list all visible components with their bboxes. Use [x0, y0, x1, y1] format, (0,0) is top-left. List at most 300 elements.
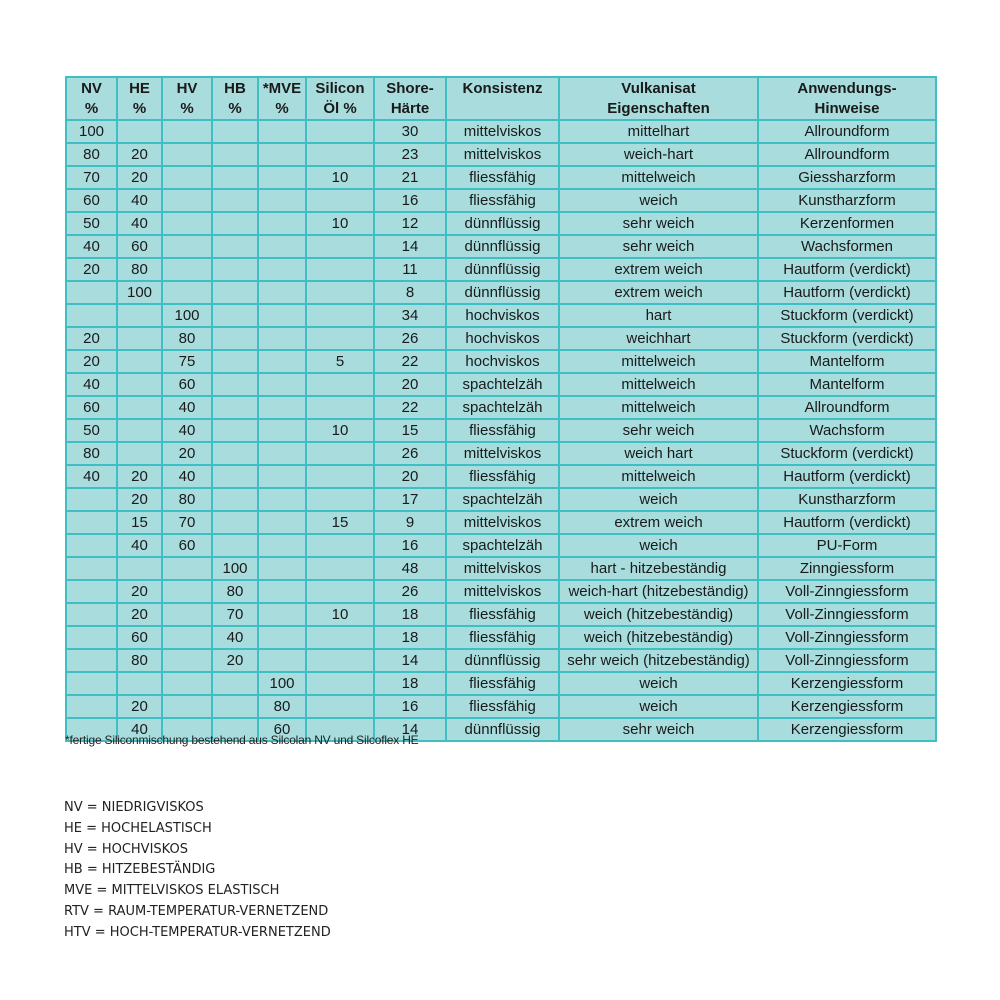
column-header-line: % — [132, 100, 147, 117]
cell-silicon-oil — [306, 373, 374, 396]
cell-application-notes: Hautform (verdickt) — [758, 511, 936, 534]
cell-nv: 50 — [66, 212, 117, 235]
cell-nv — [66, 281, 117, 304]
cell-application-notes: Giessharzform — [758, 166, 936, 189]
cell-mve — [258, 350, 306, 373]
cell-vulcanizate-properties: weich hart — [559, 442, 758, 465]
cell-nv: 20 — [66, 350, 117, 373]
cell-mve — [258, 580, 306, 603]
cell-hb — [212, 534, 258, 557]
cell-silicon-oil — [306, 557, 374, 580]
cell-vulcanizate-properties: weich (hitzebeständig) — [559, 603, 758, 626]
cell-nv: 100 — [66, 120, 117, 143]
table-row — [66, 258, 936, 281]
cell-application-notes: Allroundform — [758, 396, 936, 419]
cell-nv: 80 — [66, 442, 117, 465]
cell-consistency: fliessfähig — [446, 465, 559, 488]
column-header-line: Silicon — [315, 80, 365, 97]
cell-consistency: dünnflüssig — [446, 649, 559, 672]
cell-he: 40 — [117, 718, 162, 741]
cell-consistency: mittelviskos — [446, 120, 559, 143]
cell-silicon-oil — [306, 258, 374, 281]
cell-silicon-oil: 10 — [306, 166, 374, 189]
cell-he — [117, 373, 162, 396]
cell-vulcanizate-properties: mittelweich — [559, 396, 758, 419]
cell-nv — [66, 695, 117, 718]
cell-hv: 75 — [162, 350, 212, 373]
cell-vulcanizate-properties: sehr weich — [559, 419, 758, 442]
column-header-line: NV — [81, 80, 102, 97]
column-header-hv — [162, 77, 212, 120]
column-header-vulcanizate-properties — [559, 77, 758, 120]
table-row — [66, 189, 936, 212]
legend-item: MVE = MITTELVISKOS ELASTISCH — [64, 883, 280, 899]
cell-vulcanizate-properties: weich (hitzebeständig) — [559, 626, 758, 649]
cell-hv: 20 — [162, 442, 212, 465]
cell-application-notes: Kerzenformen — [758, 212, 936, 235]
cell-nv: 80 — [66, 143, 117, 166]
cell-consistency: mittelviskos — [446, 442, 559, 465]
cell-shore-hardness: 16 — [374, 189, 446, 212]
cell-consistency: fliessfähig — [446, 419, 559, 442]
cell-he: 40 — [117, 212, 162, 235]
cell-shore-hardness: 16 — [374, 695, 446, 718]
column-header-he — [117, 77, 162, 120]
cell-silicon-oil — [306, 120, 374, 143]
cell-vulcanizate-properties: weich-hart — [559, 143, 758, 166]
table-row — [66, 557, 936, 580]
column-header-consistency — [446, 77, 559, 120]
cell-shore-hardness: 11 — [374, 258, 446, 281]
table-row — [66, 695, 936, 718]
cell-consistency: fliessfähig — [446, 626, 559, 649]
cell-nv: 40 — [66, 235, 117, 258]
cell-application-notes: PU-Form — [758, 534, 936, 557]
cell-silicon-oil — [306, 235, 374, 258]
cell-nv: 60 — [66, 189, 117, 212]
cell-vulcanizate-properties: weich — [559, 488, 758, 511]
cell-hv — [162, 143, 212, 166]
cell-hv — [162, 649, 212, 672]
cell-nv: 20 — [66, 258, 117, 281]
table-row — [66, 626, 936, 649]
cell-silicon-oil — [306, 465, 374, 488]
cell-shore-hardness: 17 — [374, 488, 446, 511]
cell-hv — [162, 672, 212, 695]
cell-silicon-oil — [306, 327, 374, 350]
cell-hb — [212, 212, 258, 235]
cell-nv — [66, 488, 117, 511]
cell-silicon-oil — [306, 626, 374, 649]
cell-mve: 80 — [258, 695, 306, 718]
cell-hb — [212, 120, 258, 143]
cell-hv: 40 — [162, 465, 212, 488]
cell-he: 20 — [117, 143, 162, 166]
cell-mve — [258, 442, 306, 465]
cell-hb — [212, 235, 258, 258]
column-header-line: Konsistenz — [462, 80, 543, 97]
cell-hb: 80 — [212, 580, 258, 603]
cell-hv — [162, 189, 212, 212]
cell-hv: 80 — [162, 488, 212, 511]
cell-silicon-oil: 10 — [306, 603, 374, 626]
table-row — [66, 465, 936, 488]
cell-he: 20 — [117, 695, 162, 718]
cell-he — [117, 304, 162, 327]
cell-he — [117, 672, 162, 695]
cell-hv — [162, 212, 212, 235]
cell-vulcanizate-properties: mittelweich — [559, 350, 758, 373]
cell-vulcanizate-properties: weichhart — [559, 327, 758, 350]
cell-mve — [258, 120, 306, 143]
cell-shore-hardness: 48 — [374, 557, 446, 580]
cell-mve — [258, 304, 306, 327]
cell-vulcanizate-properties: mittelweich — [559, 465, 758, 488]
cell-silicon-oil — [306, 304, 374, 327]
cell-application-notes: Stuckform (verdickt) — [758, 442, 936, 465]
cell-shore-hardness: 14 — [374, 235, 446, 258]
cell-hb — [212, 143, 258, 166]
table-row — [66, 327, 936, 350]
cell-he: 20 — [117, 580, 162, 603]
cell-silicon-oil — [306, 281, 374, 304]
cell-hv — [162, 557, 212, 580]
cell-shore-hardness: 30 — [374, 120, 446, 143]
cell-mve — [258, 235, 306, 258]
cell-hv — [162, 166, 212, 189]
cell-hb — [212, 350, 258, 373]
cell-silicon-oil: 10 — [306, 419, 374, 442]
cell-shore-hardness: 26 — [374, 442, 446, 465]
legend-item: HTV = HOCH-TEMPERATUR-VERNETZEND — [64, 924, 331, 940]
cell-mve — [258, 327, 306, 350]
legend-item: NV = NIEDRIGVISKOS — [64, 800, 204, 815]
column-header-line: Shore- — [386, 80, 434, 97]
cell-consistency: mittelviskos — [446, 580, 559, 603]
cell-consistency: dünnflüssig — [446, 281, 559, 304]
table-row — [66, 511, 936, 534]
cell-application-notes: Kunstharzform — [758, 488, 936, 511]
cell-vulcanizate-properties: sehr weich — [559, 212, 758, 235]
cell-hb — [212, 281, 258, 304]
cell-nv — [66, 672, 117, 695]
footnote: *fertige Siliconmischung bestehend aus Silcolan NV und Silcoflex HE — [65, 733, 419, 747]
cell-hb — [212, 304, 258, 327]
cell-vulcanizate-properties: weich — [559, 672, 758, 695]
cell-he — [117, 419, 162, 442]
column-header-line: Härte — [390, 100, 430, 117]
table-row — [66, 281, 936, 304]
cell-hv — [162, 626, 212, 649]
cell-mve — [258, 373, 306, 396]
table-row — [66, 580, 936, 603]
table-header-row — [66, 77, 936, 120]
cell-hv: 80 — [162, 327, 212, 350]
column-header-shore-hardness — [374, 77, 446, 120]
cell-mve — [258, 534, 306, 557]
cell-vulcanizate-properties: weich — [559, 534, 758, 557]
cell-shore-hardness: 26 — [374, 580, 446, 603]
cell-vulcanizate-properties: mittelhart — [559, 120, 758, 143]
cell-shore-hardness: 14 — [374, 649, 446, 672]
table-row — [66, 419, 936, 442]
cell-he: 20 — [117, 166, 162, 189]
cell-mve — [258, 603, 306, 626]
column-header-mve — [258, 77, 306, 120]
column-header-silicon-oil — [306, 77, 374, 120]
cell-consistency: mittelviskos — [446, 511, 559, 534]
cell-nv: 70 — [66, 166, 117, 189]
cell-shore-hardness: 21 — [374, 166, 446, 189]
cell-hb — [212, 695, 258, 718]
cell-he — [117, 327, 162, 350]
cell-shore-hardness: 8 — [374, 281, 446, 304]
cell-shore-hardness: 15 — [374, 419, 446, 442]
cell-hb — [212, 258, 258, 281]
cell-nv — [66, 534, 117, 557]
cell-silicon-oil — [306, 143, 374, 166]
cell-vulcanizate-properties: sehr weich — [559, 718, 758, 741]
cell-shore-hardness: 18 — [374, 626, 446, 649]
cell-application-notes: Zinngiessform — [758, 557, 936, 580]
column-header-application-notes — [758, 77, 936, 120]
cell-mve — [258, 557, 306, 580]
cell-mve — [258, 465, 306, 488]
cell-consistency: fliessfähig — [446, 672, 559, 695]
table-row — [66, 603, 936, 626]
cell-nv: 40 — [66, 465, 117, 488]
cell-he — [117, 350, 162, 373]
cell-hv — [162, 235, 212, 258]
cell-he: 15 — [117, 511, 162, 534]
cell-hv — [162, 120, 212, 143]
cell-nv — [66, 626, 117, 649]
cell-hv: 100 — [162, 304, 212, 327]
cell-nv — [66, 603, 117, 626]
cell-mve — [258, 488, 306, 511]
cell-vulcanizate-properties: mittelweich — [559, 373, 758, 396]
column-header-line: *MVE — [262, 80, 302, 97]
table-row — [66, 649, 936, 672]
cell-mve — [258, 396, 306, 419]
cell-silicon-oil — [306, 189, 374, 212]
table-row — [66, 212, 936, 235]
cell-application-notes: Wachsformen — [758, 235, 936, 258]
cell-hv: 60 — [162, 373, 212, 396]
cell-consistency: dünnflüssig — [446, 235, 559, 258]
cell-consistency: spachtelzäh — [446, 373, 559, 396]
cell-consistency: dünnflüssig — [446, 718, 559, 741]
cell-he — [117, 442, 162, 465]
cell-shore-hardness: 22 — [374, 350, 446, 373]
cell-mve — [258, 258, 306, 281]
cell-he — [117, 120, 162, 143]
cell-nv — [66, 511, 117, 534]
cell-silicon-oil — [306, 672, 374, 695]
cell-consistency: fliessfähig — [446, 166, 559, 189]
cell-hb — [212, 327, 258, 350]
cell-nv: 40 — [66, 373, 117, 396]
cell-hv — [162, 281, 212, 304]
table-row — [66, 350, 936, 373]
table-row — [66, 373, 936, 396]
cell-consistency: mittelviskos — [446, 557, 559, 580]
cell-application-notes: Mantelform — [758, 373, 936, 396]
cell-hv — [162, 580, 212, 603]
cell-shore-hardness: 34 — [374, 304, 446, 327]
table-row — [66, 143, 936, 166]
column-header-line: Vulkanisat — [621, 80, 696, 97]
cell-silicon-oil — [306, 488, 374, 511]
cell-hv — [162, 603, 212, 626]
cell-application-notes: Kunstharzform — [758, 189, 936, 212]
cell-application-notes: Mantelform — [758, 350, 936, 373]
column-header-line: % — [275, 100, 289, 117]
cell-nv: 50 — [66, 419, 117, 442]
column-header-line: HE — [129, 80, 150, 97]
cell-consistency: fliessfähig — [446, 603, 559, 626]
column-header-nv — [66, 77, 117, 120]
cell-application-notes: Wachsform — [758, 419, 936, 442]
table-row — [66, 166, 936, 189]
cell-he: 20 — [117, 488, 162, 511]
cell-consistency: spachtelzäh — [446, 534, 559, 557]
cell-vulcanizate-properties: mittelweich — [559, 166, 758, 189]
table-row — [66, 442, 936, 465]
column-header-line: HB — [224, 80, 246, 97]
cell-application-notes: Stuckform (verdickt) — [758, 327, 936, 350]
column-header-line: HV — [176, 80, 198, 97]
cell-application-notes: Hautform (verdickt) — [758, 281, 936, 304]
cell-hv: 40 — [162, 396, 212, 419]
legend-item: HV = HOCHVISKOS — [64, 841, 188, 857]
cell-consistency: hochviskos — [446, 350, 559, 373]
column-header-line: Hinweise — [814, 100, 880, 117]
cell-mve — [258, 143, 306, 166]
silicone-mixture-table — [65, 76, 937, 742]
cell-vulcanizate-properties: hart — [559, 304, 758, 327]
cell-vulcanizate-properties: sehr weich — [559, 235, 758, 258]
cell-application-notes: Stuckform (verdickt) — [758, 304, 936, 327]
cell-consistency: dünnflüssig — [446, 258, 559, 281]
table-row — [66, 534, 936, 557]
cell-silicon-oil — [306, 396, 374, 419]
cell-he — [117, 557, 162, 580]
cell-shore-hardness: 18 — [374, 603, 446, 626]
cell-shore-hardness: 20 — [374, 373, 446, 396]
cell-nv: 20 — [66, 327, 117, 350]
table-row — [66, 488, 936, 511]
cell-vulcanizate-properties: sehr weich (hitzebeständig) — [559, 649, 758, 672]
cell-silicon-oil — [306, 695, 374, 718]
cell-silicon-oil — [306, 649, 374, 672]
legend-item: RTV = RAUM-TEMPERATUR-VERNETZEND — [64, 903, 329, 919]
cell-silicon-oil — [306, 442, 374, 465]
cell-consistency: fliessfähig — [446, 189, 559, 212]
cell-mve — [258, 189, 306, 212]
cell-shore-hardness: 12 — [374, 212, 446, 235]
cell-hb — [212, 189, 258, 212]
table-row — [66, 235, 936, 258]
cell-he: 60 — [117, 235, 162, 258]
cell-application-notes: Kerzengiessform — [758, 695, 936, 718]
cell-shore-hardness: 22 — [374, 396, 446, 419]
abbreviation-legend — [64, 798, 331, 944]
cell-hb — [212, 511, 258, 534]
table-row — [66, 120, 936, 143]
column-header-line: Eigenschaften — [607, 100, 710, 117]
cell-mve — [258, 281, 306, 304]
cell-consistency: spachtelzäh — [446, 488, 559, 511]
cell-mve: 60 — [258, 718, 306, 741]
cell-application-notes: Kerzengiessform — [758, 672, 936, 695]
cell-silicon-oil: 10 — [306, 212, 374, 235]
cell-hv: 60 — [162, 534, 212, 557]
cell-nv — [66, 304, 117, 327]
cell-he — [117, 396, 162, 419]
cell-vulcanizate-properties: weich — [559, 695, 758, 718]
cell-consistency: hochviskos — [446, 327, 559, 350]
cell-nv — [66, 649, 117, 672]
column-header-line: Anwendungs- — [797, 80, 897, 97]
cell-application-notes: Allroundform — [758, 120, 936, 143]
cell-he: 40 — [117, 534, 162, 557]
cell-hb — [212, 672, 258, 695]
cell-mve — [258, 649, 306, 672]
cell-nv — [66, 580, 117, 603]
cell-hv: 70 — [162, 511, 212, 534]
cell-application-notes: Allroundform — [758, 143, 936, 166]
table-row — [66, 304, 936, 327]
cell-consistency: mittelviskos — [446, 143, 559, 166]
cell-hb — [212, 488, 258, 511]
column-header-line: % — [84, 100, 99, 117]
cell-nv: 60 — [66, 396, 117, 419]
cell-shore-hardness: 14 — [374, 718, 446, 741]
cell-hb: 100 — [212, 557, 258, 580]
cell-he: 20 — [117, 465, 162, 488]
cell-application-notes: Voll-Zinngiessform — [758, 649, 936, 672]
cell-application-notes: Hautform (verdickt) — [758, 465, 936, 488]
column-header-line: % — [228, 100, 242, 117]
legend-item: HB = HITZEBESTÄNDIG — [64, 862, 216, 878]
cell-vulcanizate-properties: weich — [559, 189, 758, 212]
cell-shore-hardness: 16 — [374, 534, 446, 557]
cell-vulcanizate-properties: extrem weich — [559, 511, 758, 534]
legend-item: HE = HOCHELASTISCH — [64, 820, 212, 836]
cell-hv — [162, 695, 212, 718]
cell-he: 40 — [117, 189, 162, 212]
cell-hb — [212, 442, 258, 465]
cell-application-notes: Voll-Zinngiessform — [758, 603, 936, 626]
cell-hb — [212, 419, 258, 442]
cell-application-notes: Kerzengiessform — [758, 718, 936, 741]
cell-silicon-oil: 5 — [306, 350, 374, 373]
cell-application-notes: Hautform (verdickt) — [758, 258, 936, 281]
cell-he: 60 — [117, 626, 162, 649]
cell-shore-hardness: 26 — [374, 327, 446, 350]
column-header-line: % — [180, 100, 194, 117]
cell-shore-hardness: 23 — [374, 143, 446, 166]
cell-silicon-oil — [306, 534, 374, 557]
table-row — [66, 672, 936, 695]
cell-hb — [212, 166, 258, 189]
column-header-hb — [212, 77, 258, 120]
cell-hv — [162, 258, 212, 281]
cell-hv: 40 — [162, 419, 212, 442]
cell-he: 80 — [117, 649, 162, 672]
cell-hb: 70 — [212, 603, 258, 626]
